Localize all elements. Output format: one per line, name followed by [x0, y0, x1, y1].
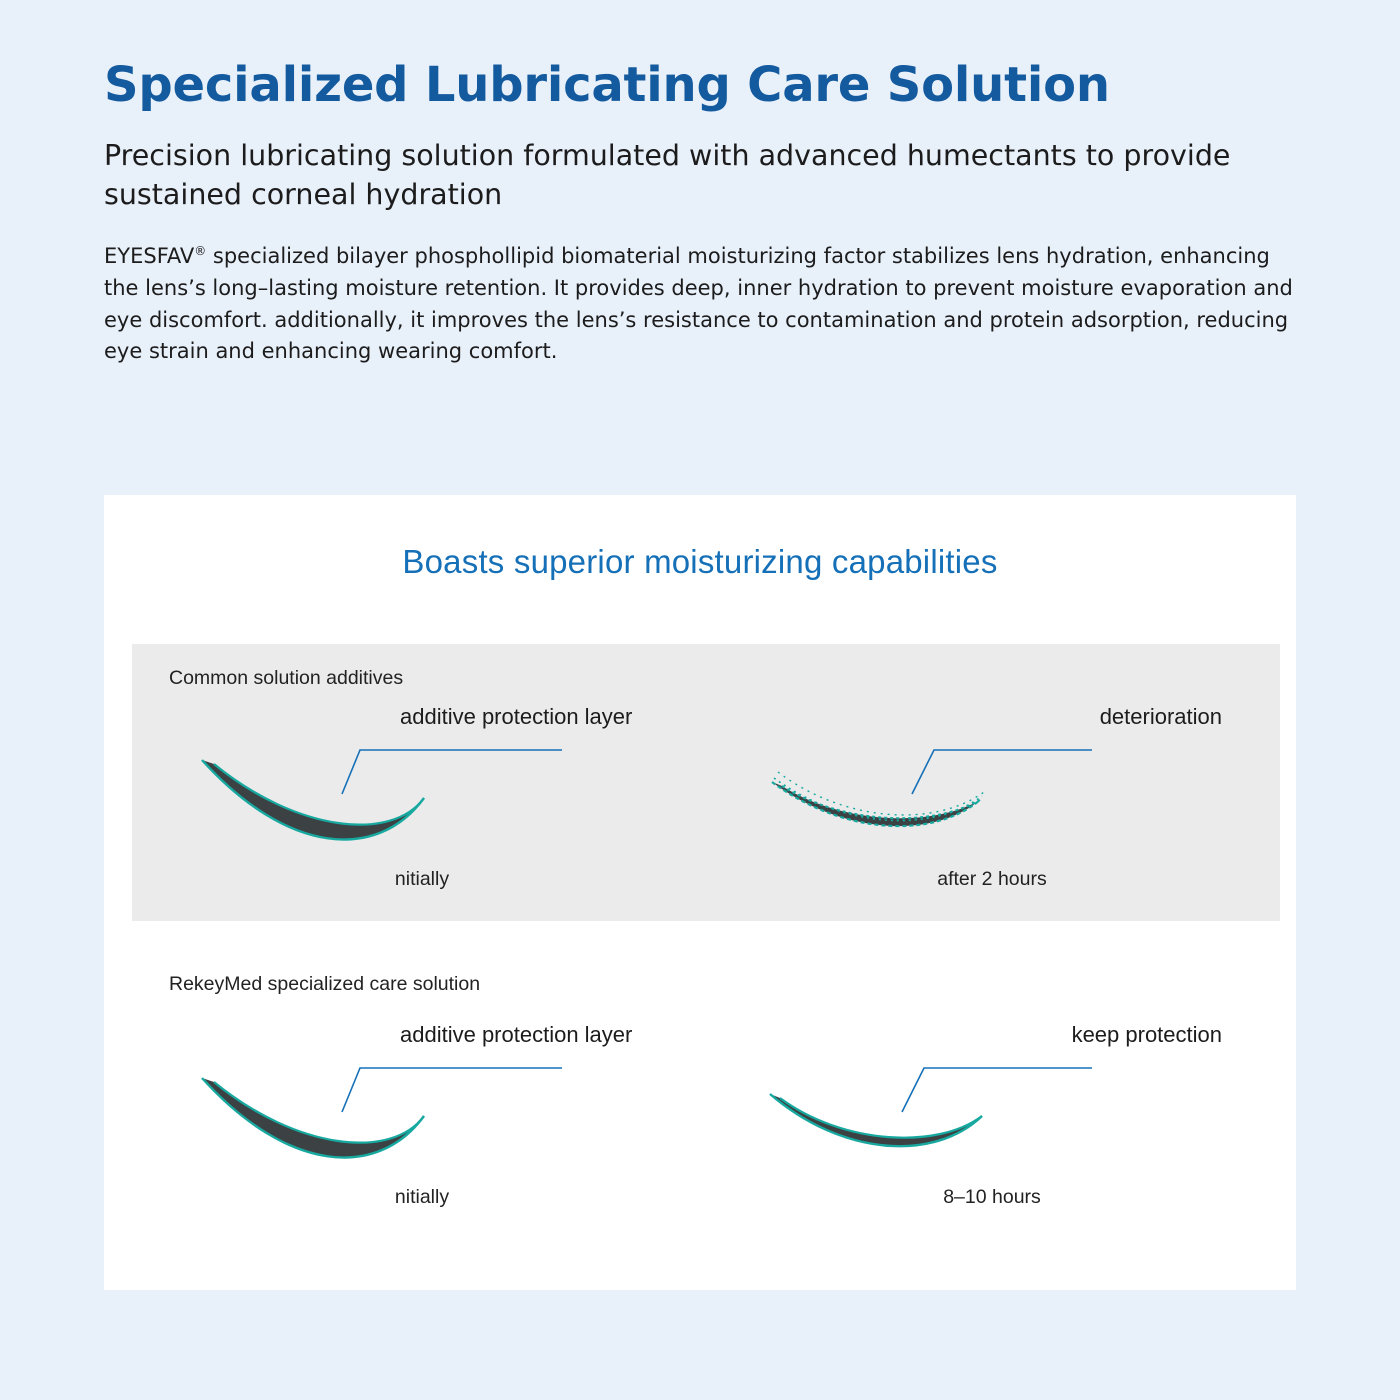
registered-mark-icon: ®	[194, 243, 207, 258]
page-subtitle: Precision lubricating solution formulated with advanced humectants to provide sustained corneal hydration	[104, 139, 1231, 211]
body-paragraph	[104, 241, 1300, 369]
body-brand: EYESFAV	[104, 243, 195, 268]
page-title: Specialized Lubricating Care Solution	[104, 57, 1110, 113]
panel-label-common: Common solution additives	[169, 667, 404, 689]
lens-diagram-common-after	[762, 702, 1222, 912]
panel-label-rekeymed: RekeyMed specialized care solution	[169, 973, 481, 995]
body-text: specialized bilayer phosphollipid biomaterial moisturizing factor stabilizes lens hydration, enhancing the lens’s long–lasting moisture retention. It provides deep, inner hydration to prevent moisture evaporation and eye discomfort. additionally, it improves the lens’s resistance to contamination and protein adsorption, reducing eye strain and enhancing wearing comfort.	[104, 243, 1293, 364]
callout-rekeymed-initial: additive protection layer	[400, 1022, 633, 1047]
callout-common-after: deterioration	[1099, 704, 1222, 729]
caption-rekeymed-initial: nitially	[394, 1186, 450, 1208]
callout-rekeymed-after: keep protection	[1071, 1022, 1222, 1047]
caption-rekeymed-after: 8–10 hours	[943, 1186, 1041, 1208]
lens-diagram-common-initial	[192, 702, 652, 912]
panel-rekeymed-solution	[132, 950, 1280, 1250]
caption-common-initial: nitially	[394, 868, 450, 890]
lens-diagram-rekeymed-after	[762, 1020, 1222, 1230]
callout-common-initial: additive protection layer	[400, 704, 633, 729]
feature-card	[104, 495, 1296, 1290]
lens-diagram-rekeymed-initial	[192, 1020, 652, 1230]
card-title: Boasts superior moisturizing capabilities	[402, 543, 998, 580]
panel-common-solution	[132, 644, 1280, 921]
caption-common-after: after 2 hours	[937, 868, 1047, 890]
